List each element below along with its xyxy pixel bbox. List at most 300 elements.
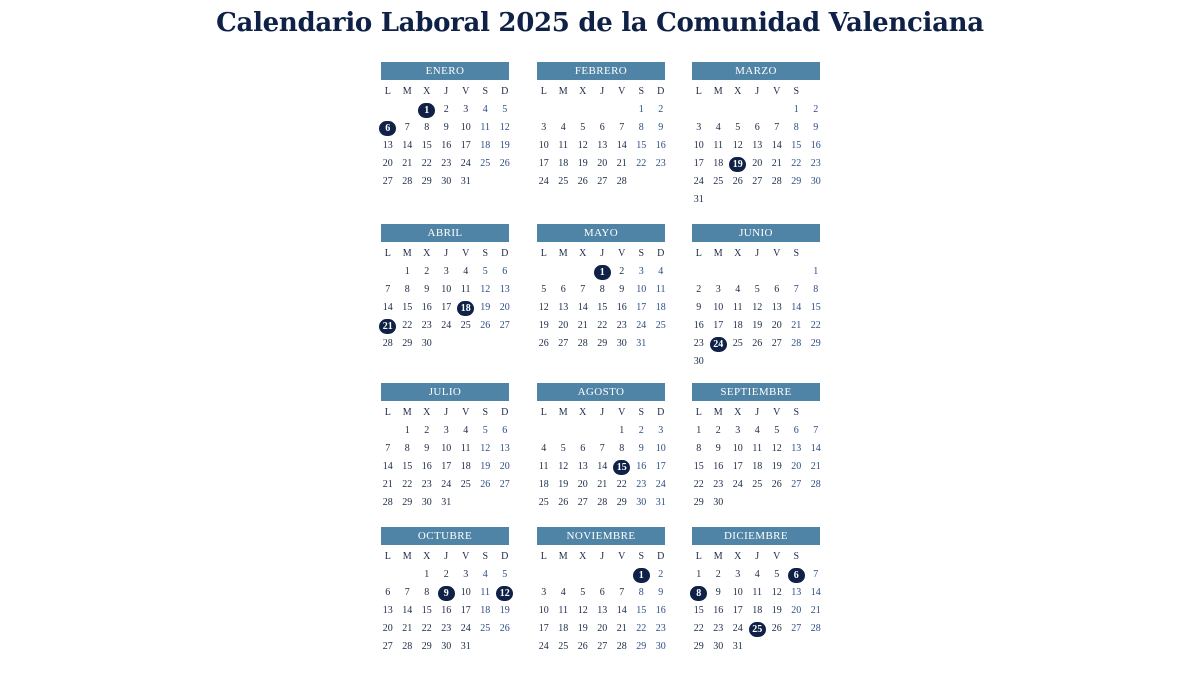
calendar-day <box>709 477 729 493</box>
calendar-day <box>593 120 613 136</box>
calendar-day <box>417 567 437 583</box>
calendar-day <box>554 174 574 190</box>
calendar-day <box>787 621 807 637</box>
day-number: 25 <box>480 623 491 634</box>
day-number: 9 <box>658 122 664 133</box>
day-number: 7 <box>619 587 625 598</box>
calendar-day <box>728 585 748 601</box>
calendar-day <box>554 156 574 172</box>
day-number: 3 <box>463 569 469 580</box>
calendar-day <box>767 585 787 601</box>
calendar-day <box>787 441 807 457</box>
day-number: 23 <box>421 479 432 490</box>
day-number: 29 <box>402 338 413 349</box>
day-number: 25 <box>460 320 471 331</box>
calendar-day <box>593 282 613 298</box>
day-number: 11 <box>732 302 743 313</box>
calendar-day <box>632 441 652 457</box>
weekday-label: V <box>462 248 470 259</box>
calendar-day <box>806 300 826 316</box>
month-header: DICIEMBRE <box>692 527 820 545</box>
calendar-day <box>787 282 807 298</box>
day-number: 13 <box>577 461 588 472</box>
day-number: 7 <box>619 122 625 133</box>
day-number: 2 <box>424 266 430 277</box>
calendar-day <box>748 300 768 316</box>
day-number: 14 <box>597 461 608 472</box>
calendar-day <box>787 156 807 172</box>
day-number: 21 <box>771 158 782 169</box>
calendar-day <box>417 174 437 190</box>
calendar-day <box>612 300 632 316</box>
day-number: 14 <box>402 605 413 616</box>
calendar-day <box>378 300 398 316</box>
calendar-day <box>612 264 632 280</box>
day-number: 15 <box>636 140 647 151</box>
day-number: 12 <box>752 302 763 313</box>
calendar-day <box>806 441 826 457</box>
empty-cell <box>689 102 709 120</box>
calendar-day <box>748 120 768 136</box>
calendar-day <box>689 318 709 334</box>
day-number: 25 <box>460 479 471 490</box>
calendar-day <box>417 495 437 511</box>
calendar-day <box>593 300 613 316</box>
day-number: 28 <box>577 338 588 349</box>
calendar-day <box>378 585 398 601</box>
calendar-day <box>748 423 768 439</box>
empty-cell <box>728 102 748 120</box>
calendar-day <box>437 603 457 619</box>
day-number: 9 <box>443 122 449 133</box>
day-number: 23 <box>693 338 704 349</box>
weekday-label: M <box>402 248 412 259</box>
day-number: 23 <box>616 320 627 331</box>
day-number: 31 <box>460 641 471 652</box>
day-number: 10 <box>441 284 452 295</box>
day-number: 26 <box>577 176 588 187</box>
calendar-day <box>398 156 418 172</box>
calendar-day <box>806 138 826 154</box>
weekday-label: S <box>793 551 800 562</box>
calendar-day <box>495 459 515 475</box>
calendar-day <box>651 282 671 298</box>
day-number: 2 <box>619 266 625 277</box>
calendar-day <box>767 477 787 493</box>
day-number: 8 <box>813 284 819 295</box>
calendar-day <box>767 441 787 457</box>
calendar-day <box>612 441 632 457</box>
calendar-day <box>456 138 476 154</box>
day-number: 11 <box>752 587 763 598</box>
day-number: 23 <box>810 158 821 169</box>
calendar-day <box>456 459 476 475</box>
calendar-day <box>651 585 671 601</box>
day-number: 9 <box>715 587 721 598</box>
weekday-label: J <box>755 248 760 259</box>
day-number: 7 <box>404 587 410 598</box>
calendar-day <box>728 318 748 334</box>
month-febrero <box>534 62 666 192</box>
weekday-label: X <box>423 86 431 97</box>
weekday-label: L <box>695 248 702 259</box>
day-number: 5 <box>502 104 508 115</box>
day-number: 23 <box>441 623 452 634</box>
month-septiembre <box>689 383 821 513</box>
days-grid <box>378 264 510 354</box>
day-number: 4 <box>560 587 566 598</box>
day-number: 8 <box>690 586 707 601</box>
day-number: 17 <box>441 302 452 313</box>
day-number: 7 <box>404 122 410 133</box>
day-number: 4 <box>754 569 760 580</box>
day-number: 25 <box>713 176 724 187</box>
day-number: 17 <box>538 623 549 634</box>
days-grid <box>534 264 666 354</box>
day-number: 19 <box>577 623 588 634</box>
calendar-day <box>437 282 457 298</box>
day-number: 14 <box>382 461 393 472</box>
day-number: 19 <box>499 140 510 151</box>
calendar-day <box>476 138 496 154</box>
day-number: 28 <box>382 497 393 508</box>
day-number: 18 <box>752 461 763 472</box>
calendar-day <box>651 423 671 439</box>
calendar-day <box>748 138 768 154</box>
empty-cell <box>534 567 554 585</box>
empty-cell <box>534 423 554 441</box>
calendar-day <box>728 639 748 655</box>
day-number: 16 <box>655 140 666 151</box>
weekday-label: M <box>558 86 568 97</box>
calendar-day <box>806 282 826 298</box>
day-number: 27 <box>597 176 608 187</box>
day-number: 27 <box>771 338 782 349</box>
calendar-day <box>632 336 652 352</box>
day-number: 17 <box>655 461 666 472</box>
calendar-day <box>806 336 826 352</box>
day-number: 27 <box>752 176 763 187</box>
calendar-day <box>534 174 554 190</box>
calendar-day <box>767 459 787 475</box>
day-number: 24 <box>460 158 471 169</box>
day-number: 1 <box>424 569 430 580</box>
calendar-day <box>554 441 574 457</box>
weekday-label: X <box>734 248 742 259</box>
day-number: 19 <box>577 158 588 169</box>
day-number: 9 <box>438 586 455 601</box>
weekday-label: X <box>734 407 742 418</box>
calendar-day <box>787 423 807 439</box>
day-number: 30 <box>441 641 452 652</box>
day-number: 20 <box>499 461 510 472</box>
weekday-label: J <box>600 86 605 97</box>
calendar-day <box>689 567 709 583</box>
day-number: 3 <box>735 425 741 436</box>
calendar-day <box>417 477 437 493</box>
day-number: 6 <box>599 587 605 598</box>
calendar-day <box>612 120 632 136</box>
calendar-day <box>456 441 476 457</box>
calendar-day <box>476 459 496 475</box>
weekday-label: V <box>773 248 781 259</box>
day-number: 17 <box>732 461 743 472</box>
calendar-day <box>534 441 554 457</box>
day-number: 3 <box>638 266 644 277</box>
weekday-label <box>806 406 826 420</box>
calendar-day <box>689 459 709 475</box>
calendar-day <box>767 282 787 298</box>
calendar-day <box>593 621 613 637</box>
day-number: 14 <box>382 302 393 313</box>
month-header: ABRIL <box>381 224 509 242</box>
calendar-day <box>573 441 593 457</box>
calendar-day <box>378 459 398 475</box>
calendar-day <box>495 477 515 493</box>
calendar-day <box>476 156 496 172</box>
day-number: 30 <box>713 497 724 508</box>
weekday-label: V <box>773 86 781 97</box>
day-number: 4 <box>658 266 664 277</box>
day-number: 8 <box>424 122 430 133</box>
holiday-day <box>787 567 807 583</box>
calendar-day <box>378 282 398 298</box>
weekday-label <box>806 550 826 564</box>
day-number: 7 <box>385 443 391 454</box>
calendar-day <box>456 567 476 583</box>
calendar-day <box>689 156 709 172</box>
day-number: 24 <box>538 641 549 652</box>
calendar-day <box>456 621 476 637</box>
month-marzo <box>689 62 821 210</box>
day-number: 30 <box>421 497 432 508</box>
weekday-label: L <box>695 551 702 562</box>
calendar-day <box>378 639 398 655</box>
calendar-day <box>787 585 807 601</box>
day-number: 17 <box>693 158 704 169</box>
weekday-label: V <box>462 86 470 97</box>
weekday-label: L <box>695 86 702 97</box>
empty-cell <box>709 102 729 120</box>
weekday-label: D <box>657 551 665 562</box>
day-number: 22 <box>636 623 647 634</box>
calendar-day <box>495 264 515 280</box>
day-number: 1 <box>793 104 799 115</box>
month-agosto <box>534 383 666 513</box>
day-number: 26 <box>538 338 549 349</box>
day-number: 8 <box>404 284 410 295</box>
day-number: 13 <box>558 302 569 313</box>
calendar-day <box>398 477 418 493</box>
calendar-day <box>632 120 652 136</box>
day-number: 10 <box>538 140 549 151</box>
day-number: 4 <box>482 104 488 115</box>
day-number: 26 <box>480 479 491 490</box>
day-number: 1 <box>696 425 702 436</box>
day-number: 29 <box>791 176 802 187</box>
day-number: 3 <box>541 587 547 598</box>
day-number: 19 <box>480 461 491 472</box>
day-number: 10 <box>713 302 724 313</box>
calendar-day <box>437 300 457 316</box>
day-number: 13 <box>382 605 393 616</box>
calendar-day <box>573 459 593 475</box>
calendar-day <box>728 603 748 619</box>
calendar-day <box>437 156 457 172</box>
weekday-label: S <box>638 248 645 259</box>
calendar-day <box>378 495 398 511</box>
empty-cell <box>554 567 574 585</box>
weekday-label: L <box>540 86 547 97</box>
day-number: 21 <box>616 158 627 169</box>
day-number: 22 <box>616 479 627 490</box>
calendar-day <box>417 318 437 334</box>
day-number: 2 <box>813 104 819 115</box>
weekday-label: D <box>501 407 509 418</box>
day-number: 10 <box>460 122 471 133</box>
calendar-day <box>437 423 457 439</box>
calendar-day <box>456 585 476 601</box>
day-number: 16 <box>441 140 452 151</box>
day-number: 3 <box>735 569 741 580</box>
day-number: 12 <box>538 302 549 313</box>
weekday-label: L <box>540 248 547 259</box>
day-number: 27 <box>382 176 393 187</box>
days-grid <box>534 423 666 513</box>
day-number: 2 <box>424 425 430 436</box>
day-number: 9 <box>813 122 819 133</box>
day-number: 24 <box>441 479 452 490</box>
day-number: 20 <box>499 302 510 313</box>
weekday-row <box>378 406 510 420</box>
holiday-day <box>728 156 748 172</box>
weekday-label: S <box>793 86 800 97</box>
calendar-day <box>689 477 709 493</box>
days-grid <box>689 567 821 657</box>
day-number: 21 <box>810 605 821 616</box>
weekday-row <box>378 247 510 261</box>
day-number: 4 <box>541 443 547 454</box>
day-number: 15 <box>421 605 432 616</box>
weekday-label: L <box>384 248 391 259</box>
day-number: 26 <box>577 641 588 652</box>
day-number: 13 <box>499 443 510 454</box>
calendar-day <box>612 282 632 298</box>
day-number: 4 <box>560 122 566 133</box>
calendar-day <box>437 318 457 334</box>
day-number: 21 <box>379 319 396 334</box>
calendar-day <box>495 423 515 439</box>
weekday-row <box>378 550 510 564</box>
day-number: 24 <box>441 320 452 331</box>
calendar-day <box>709 495 729 511</box>
day-number: 15 <box>636 605 647 616</box>
holiday-day <box>632 567 652 583</box>
day-number: 6 <box>793 425 799 436</box>
day-number: 3 <box>541 122 547 133</box>
empty-cell <box>398 102 418 120</box>
month-julio <box>378 383 510 513</box>
day-number: 31 <box>655 497 666 508</box>
calendar-day <box>573 282 593 298</box>
day-number: 9 <box>658 587 664 598</box>
day-number: 30 <box>713 641 724 652</box>
day-number: 27 <box>577 497 588 508</box>
calendar-day <box>554 603 574 619</box>
calendar-day <box>534 282 554 298</box>
calendar-day <box>398 138 418 154</box>
weekday-label: S <box>482 248 489 259</box>
month-header: ENERO <box>381 62 509 80</box>
calendar-day <box>593 138 613 154</box>
calendar-day <box>456 318 476 334</box>
day-number: 14 <box>810 587 821 598</box>
calendar-day <box>651 441 671 457</box>
calendar-day <box>476 567 496 583</box>
weekday-row <box>689 406 821 420</box>
calendar-day <box>554 120 574 136</box>
weekday-row <box>689 247 821 261</box>
empty-cell <box>573 567 593 585</box>
calendar-day <box>534 138 554 154</box>
empty-cell <box>378 264 398 282</box>
calendar-day <box>593 336 613 352</box>
day-number: 21 <box>402 158 413 169</box>
days-grid <box>534 567 666 657</box>
calendar-day <box>689 495 709 511</box>
calendar-day <box>437 567 457 583</box>
calendar-day <box>534 585 554 601</box>
day-number: 2 <box>696 284 702 295</box>
calendar-day <box>573 585 593 601</box>
weekday-label: V <box>618 551 626 562</box>
calendar-day <box>767 423 787 439</box>
calendar-day <box>767 174 787 190</box>
calendar-day <box>476 120 496 136</box>
day-number: 6 <box>754 122 760 133</box>
day-number: 1 <box>404 425 410 436</box>
day-number: 9 <box>696 302 702 313</box>
calendar-day <box>378 336 398 352</box>
calendar-day <box>593 639 613 655</box>
calendar-day <box>748 174 768 190</box>
calendar-day <box>709 138 729 154</box>
day-number: 27 <box>558 338 569 349</box>
calendar-day <box>573 336 593 352</box>
empty-cell <box>593 423 613 441</box>
days-grid <box>378 102 510 192</box>
calendar-day <box>709 156 729 172</box>
empty-cell <box>728 264 748 282</box>
calendar-day <box>398 318 418 334</box>
calendar-day <box>495 567 515 583</box>
day-number: 24 <box>693 176 704 187</box>
calendar-day <box>787 102 807 118</box>
month-header: FEBRERO <box>537 62 665 80</box>
day-number: 14 <box>616 140 627 151</box>
calendar-day <box>689 336 709 352</box>
day-number: 20 <box>558 320 569 331</box>
day-number: 6 <box>560 284 566 295</box>
calendar-day <box>398 603 418 619</box>
day-number: 24 <box>655 479 666 490</box>
day-number: 29 <box>636 641 647 652</box>
holiday-day <box>378 318 398 334</box>
day-number: 1 <box>619 425 625 436</box>
day-number: 2 <box>443 569 449 580</box>
calendar-day <box>456 264 476 280</box>
calendar-day <box>689 441 709 457</box>
